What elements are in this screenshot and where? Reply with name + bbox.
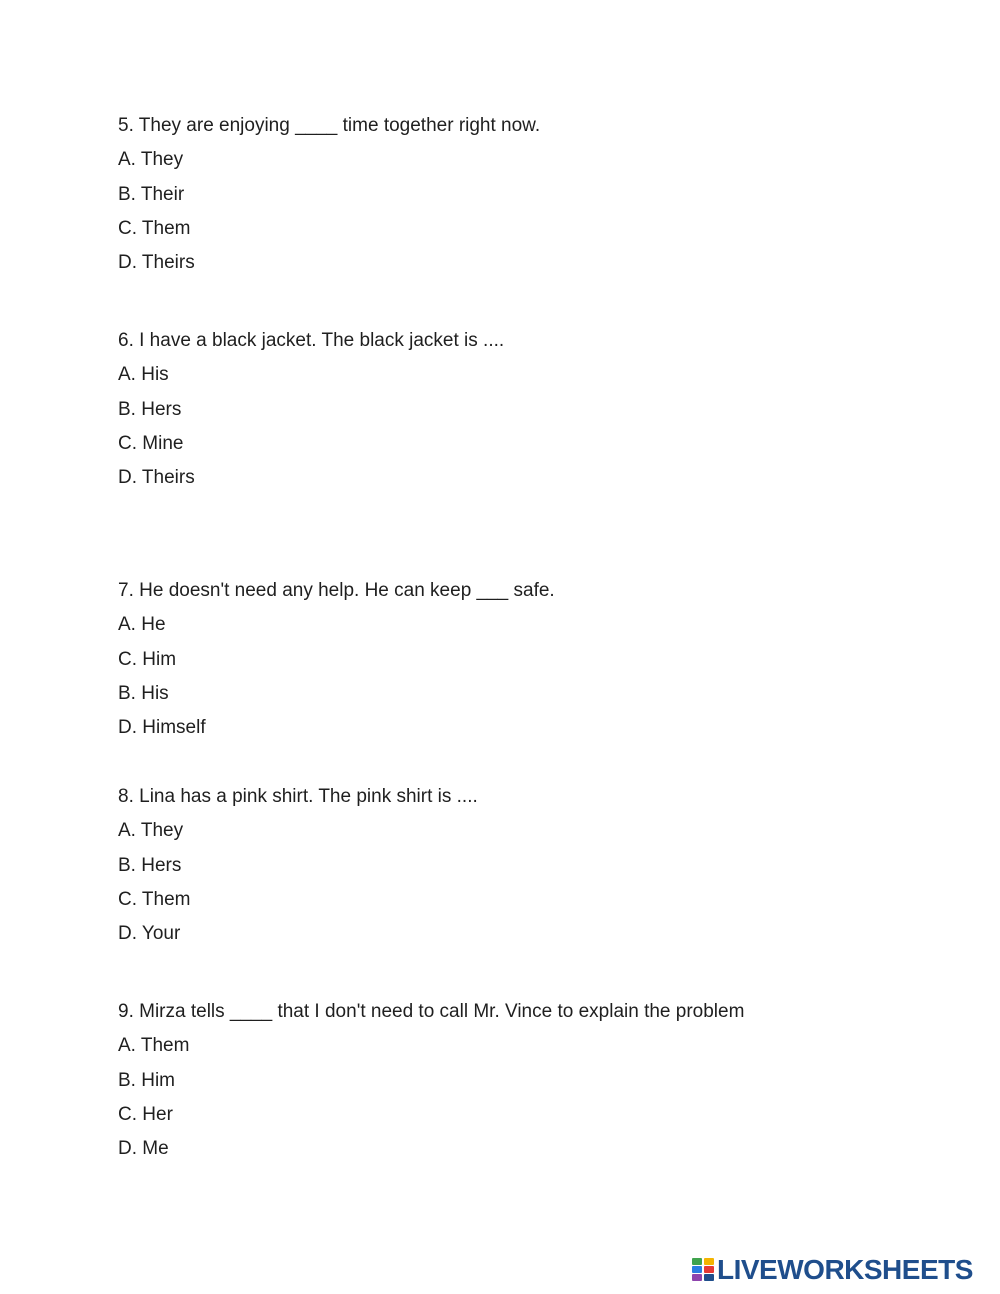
option-c[interactable]: C. Them <box>118 217 191 239</box>
option-a[interactable]: A. He <box>118 614 166 636</box>
logo-square <box>704 1258 714 1265</box>
logo-square <box>704 1274 714 1281</box>
question-text: 6. I have a black jacket. The black jacket is .... <box>118 330 505 351</box>
liveworksheets-logo <box>692 1254 973 1285</box>
logo-square <box>704 1266 714 1273</box>
option-d[interactable]: D. Me <box>118 1138 169 1160</box>
option-d[interactable]: D. Theirs <box>118 252 195 274</box>
option-b[interactable]: B. His <box>118 682 169 704</box>
question-5 <box>118 115 540 274</box>
logo-square <box>692 1274 702 1281</box>
question-text: 8. Lina has a pink shirt. The pink shirt is .... <box>118 786 478 807</box>
option-c[interactable]: C. Him <box>118 648 177 670</box>
question-text: 7. He doesn't need any help. He can keep ___ safe. <box>118 580 555 601</box>
option-c[interactable]: C. Them <box>118 888 191 910</box>
question-9 <box>118 1001 744 1160</box>
option-b[interactable]: B. Hers <box>118 398 182 420</box>
option-a[interactable]: A. They <box>118 149 184 171</box>
option-b[interactable]: B. Hers <box>118 854 182 876</box>
question-text: 9. Mirza tells ____ that I don't need to call Mr. Vince to explain the problem <box>118 1001 745 1022</box>
question-8 <box>118 786 478 945</box>
option-d[interactable]: D. Theirs <box>118 467 195 489</box>
question-text: 5. They are enjoying ____ time together right now. <box>118 115 541 136</box>
question-6 <box>118 330 504 489</box>
option-c[interactable]: C. Her <box>118 1103 173 1125</box>
liveworksheets-logo-icon <box>692 1258 714 1282</box>
logo-text: LIVEWORKSHEETS <box>717 1254 973 1285</box>
option-a[interactable]: A. Them <box>118 1035 190 1057</box>
option-a[interactable]: A. His <box>118 364 169 386</box>
option-b[interactable]: B. Him <box>118 1069 175 1091</box>
option-b[interactable]: B. Their <box>118 183 185 205</box>
question-7 <box>118 580 555 739</box>
option-d[interactable]: D. Your <box>118 923 181 945</box>
logo-square <box>692 1266 702 1273</box>
logo-square <box>692 1258 702 1265</box>
option-c[interactable]: C. Mine <box>118 432 184 454</box>
option-d[interactable]: D. Himself <box>118 717 206 739</box>
option-a[interactable]: A. They <box>118 820 184 842</box>
